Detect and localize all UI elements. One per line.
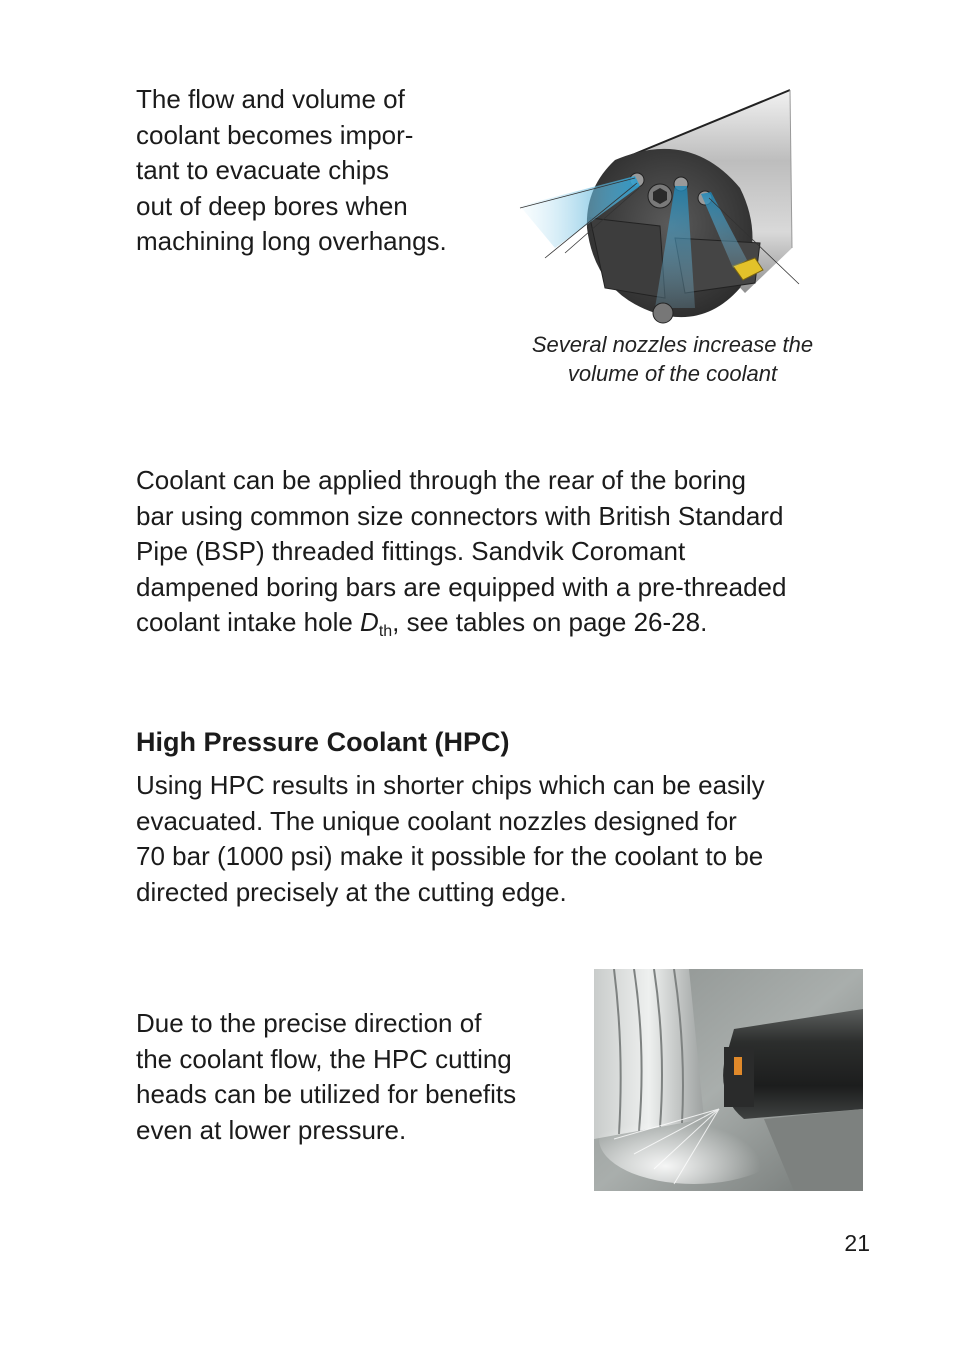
coolant-line: bar using common size connectors with British Standard bbox=[136, 500, 784, 531]
precise-line: the coolant flow, the HPC cutting bbox=[136, 1043, 512, 1074]
boring-bar-illustration bbox=[515, 88, 805, 328]
caption-line: Several nozzles increase the bbox=[531, 332, 814, 357]
hpc-line: evacuated. The unique coolant nozzles designed for bbox=[136, 805, 737, 836]
hpc-paragraph bbox=[136, 768, 876, 910]
precise-line: heads can be utilized for benefits bbox=[136, 1079, 517, 1109]
figure-caption bbox=[500, 330, 845, 388]
hpc-line: 70 bar (1000 psi) make it possible for the coolant to be bbox=[136, 841, 764, 871]
coolant-paragraph bbox=[136, 463, 876, 641]
intro-paragraph bbox=[136, 82, 496, 260]
intro-line: The flow and volume of bbox=[136, 84, 405, 114]
coolant-line-text: , see tables on page 26-28. bbox=[392, 607, 708, 637]
hpc-line: Using HPC results in shorter chips which can be easily bbox=[136, 770, 765, 800]
coolant-line: dampened boring bars are equipped with a pre-threaded bbox=[136, 571, 787, 602]
precise-direction-paragraph bbox=[136, 1006, 576, 1148]
diameter-variable: D bbox=[360, 607, 379, 637]
caption-line: volume of the coolant bbox=[567, 361, 778, 386]
precise-line: Due to the precise direction of bbox=[136, 1008, 482, 1038]
intro-line: tant to evacuate chips bbox=[136, 155, 389, 185]
coolant-line: Pipe (BSP) threaded fittings. Sandvik Coromant bbox=[136, 536, 686, 566]
intro-line: coolant becomes impor- bbox=[136, 119, 414, 150]
coolant-line bbox=[136, 605, 876, 641]
precise-line: even at lower pressure. bbox=[136, 1114, 407, 1145]
hpc-line: directed precisely at the cutting edge. bbox=[136, 876, 567, 907]
hpc-machining-photo bbox=[594, 969, 863, 1191]
intro-line: machining long overhangs. bbox=[136, 226, 447, 256]
intro-line: out of deep bores when bbox=[136, 190, 408, 221]
page-number: 21 bbox=[844, 1230, 870, 1256]
coolant-line-text: coolant intake hole bbox=[136, 607, 361, 637]
section-heading: High Pressure Coolant (HPC) bbox=[136, 727, 510, 757]
coolant-line: Coolant can be applied through the rear of the boring bbox=[136, 465, 746, 495]
diameter-subscript: th bbox=[378, 623, 393, 640]
